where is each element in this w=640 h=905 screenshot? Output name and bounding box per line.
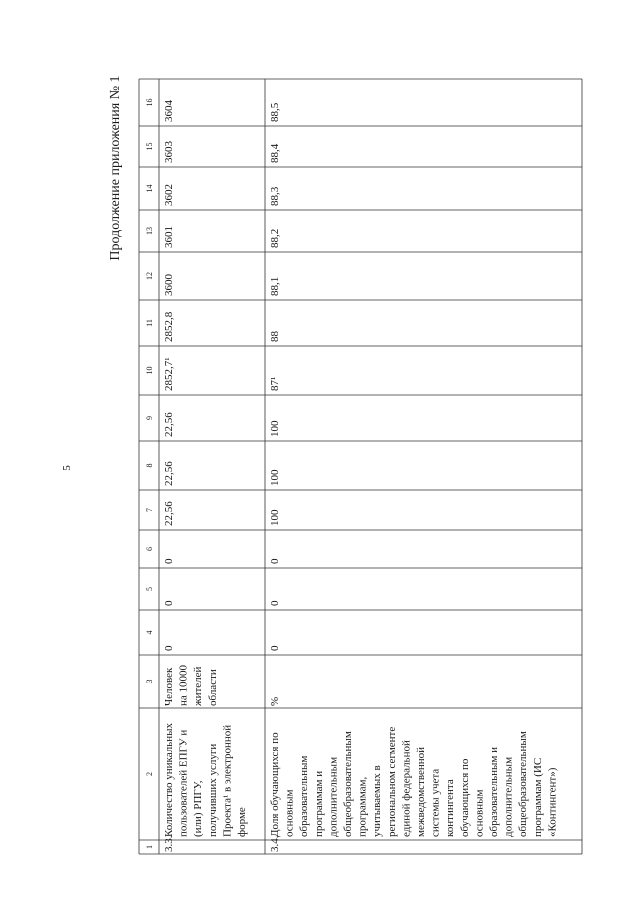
row-value-col-8: 22,56 — [163, 461, 175, 486]
row-value-col-7: 22,56 — [163, 501, 175, 526]
row-name-line: основным — [283, 789, 296, 837]
row-name-line: программам, — [356, 776, 369, 837]
row-value-col-6: 0 — [269, 558, 281, 564]
row-value-col-10: 2852,7¹ — [163, 357, 175, 391]
row-name-line: получивших услуги — [206, 743, 219, 837]
row-value-col-15: 88,4 — [269, 143, 281, 163]
header-number-16: 16 — [145, 98, 154, 107]
row-name-line: образовательным — [298, 755, 311, 837]
row-value-col-11: 88 — [269, 331, 281, 342]
row-name-line: пользователей ЕПГУ и — [177, 729, 190, 837]
row-value-col-7: 100 — [269, 509, 281, 526]
row-name-line: дополнительным — [327, 756, 340, 837]
row-name-line: системы учета — [429, 768, 442, 837]
row-number: 3.3. — [163, 835, 175, 852]
row-value-col-12: 3600 — [163, 274, 175, 296]
row-number: 3.4. — [269, 835, 281, 852]
header-number-6: 6 — [145, 547, 154, 551]
row-value-col-13: 88,2 — [269, 228, 281, 248]
row-name-line: программам и — [312, 770, 325, 837]
header-number-8: 8 — [145, 463, 154, 468]
row-value-col-9: 22,56 — [163, 412, 175, 437]
row-name-line: Количество уникальных — [163, 723, 175, 837]
row-value-col-16: 88,5 — [269, 102, 281, 122]
header-number-10: 10 — [145, 366, 154, 375]
row-name-line: межведомственной — [415, 746, 427, 837]
row-value-col-15: 3603 — [163, 141, 175, 163]
row-name-line: основным — [473, 789, 486, 837]
row-unit-line: Человек — [163, 667, 175, 706]
row-name-line: форме — [236, 807, 248, 837]
row-value-col-16: 3604 — [163, 100, 175, 122]
row-value-col-5: 0 — [163, 600, 175, 606]
row-name-line: региональном сегменте — [385, 726, 398, 837]
header-number-4: 4 — [145, 630, 154, 635]
row-value-col-13: 3601 — [163, 226, 175, 248]
header-number-13: 13 — [145, 227, 154, 235]
header-number-2: 2 — [145, 772, 154, 776]
row-value-col-8: 100 — [269, 469, 281, 486]
header-number-7: 7 — [145, 508, 154, 512]
row-name-line: единой федеральной — [400, 740, 413, 837]
row-unit-line: % — [269, 696, 281, 706]
row-value-col-4: 0 — [163, 645, 175, 651]
header-number-12: 12 — [145, 272, 154, 280]
row-unit-line: на 10000 — [177, 664, 190, 706]
row-value-col-5: 0 — [269, 600, 281, 606]
row-name-line: Доля обучающихся по — [269, 732, 281, 837]
row-unit-line: жителей — [192, 666, 205, 706]
row-name-line: общеобразовательным — [517, 731, 530, 837]
row-name-line: контингента — [444, 779, 457, 837]
row-value-col-14: 88,3 — [269, 186, 281, 206]
header-number-5: 5 — [145, 587, 154, 591]
header-number-11: 11 — [145, 319, 154, 327]
header-number-9: 9 — [145, 416, 154, 420]
row-name-line: обучающихся по — [458, 758, 471, 837]
header-number-3: 3 — [145, 679, 154, 684]
row-name-line: (или) РПГУ, — [192, 780, 205, 837]
row-value-col-6: 0 — [163, 558, 175, 564]
row-unit-line: области — [206, 669, 219, 706]
header-number-14: 14 — [145, 184, 154, 193]
row-value-col-10: 87¹ — [269, 376, 281, 391]
page-number: 5 — [60, 465, 73, 471]
row-name-line: образовательным и — [488, 747, 500, 837]
header-number-15: 15 — [145, 142, 154, 151]
row-name-line: дополнительным — [502, 756, 515, 837]
row-name-line: «Контингент») — [546, 767, 559, 837]
header-number-1: 1 — [145, 845, 154, 849]
row-name-line: программам (ИС — [531, 757, 544, 837]
row-value-col-12: 88,1 — [269, 276, 281, 296]
row-value-col-9: 100 — [269, 420, 281, 437]
continuation-title: Продолжение приложения № 1 — [108, 75, 123, 261]
row-name-line: Проекта¹ в электронной — [221, 724, 234, 837]
row-value-col-11: 2852,8 — [163, 311, 175, 342]
row-value-col-4: 0 — [269, 645, 281, 651]
row-name-line: общеобразовательным — [342, 731, 354, 837]
row-name-line: учитываемых в — [371, 765, 384, 837]
row-value-col-14: 3602 — [163, 184, 175, 206]
